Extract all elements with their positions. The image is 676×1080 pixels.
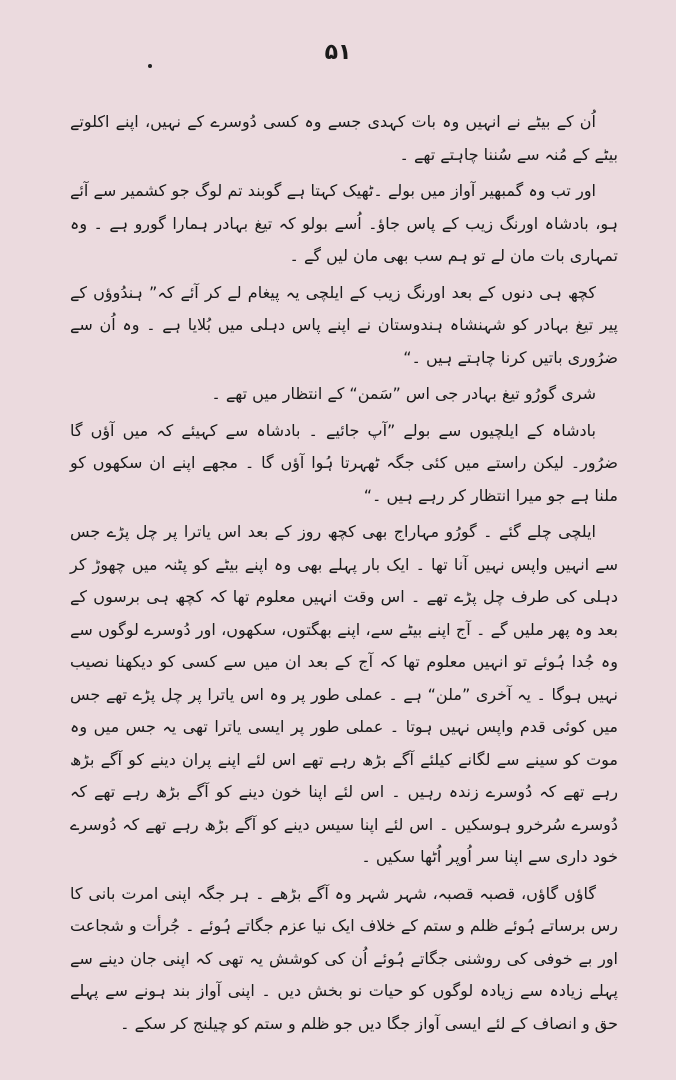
ink-dot <box>148 64 152 68</box>
paragraph: شری گورُو تیغ بہادر جی اس ”سَمن“ کے انتظار میں تھے ۔ <box>211 384 596 403</box>
page-body <box>70 106 618 1044</box>
paragraph: گاؤں گاؤں، قصبہ قصبہ، شہر شہر وہ آگے بڑھے ۔ ہر جگہ اپنی امرت بانی کا رس برساتے ہُوئے ظلم و ستم کے خلاف ایک نیا عزم جگاتے ہُوئے ۔ جُرأت و شجاعت اور بے خوفی کی روشنی جگاتے ہُوئے اُن کی کوشش یہ تھی کہ اپنی جان دینے سے پہلے زیادہ سے زیادہ لوگوں کو حیات نو بخش دیں ۔ اپنی آواز بند ہونے سے پہلے حق و انصاف کے لئے ایسی آواز جگا دیں جو ظلم و ستم کو چیلنج کر سکے ۔ <box>70 883 618 1033</box>
paragraph: اُن کے بیٹے نے انہیں وہ بات کہدی جسے وہ کسی دُوسرے کے نہیں، اپنے اکلوتے بیٹے کے مُنہ سے سُننا چاہتے تھے ۔ <box>70 112 618 164</box>
paragraph: بادشاہ کے ایلچیوں سے بولے ”آپ جائیے ۔ بادشاہ سے کہیئے کہ میں آؤں گا ضرُور۔ لیکن راستے میں کئی جگہ ٹھہرتا ہُوا آؤں گا ۔ مجھے اپنے ان سکھوں کو ملنا ہے جو میرا انتظار کر رہے ہیں ۔“ <box>70 420 618 505</box>
paragraph: ایلچی چلے گئے ۔ گورُو مہاراج بھی کچھ روز کے بعد اس یاترا پر چل پڑے جس سے انہیں واپس نہیں آنا تھا ۔ ایک بار پہلے بھی وہ اپنے بیٹے کو پٹنہ میں چھوڑ کر دہلی کی طرف چل پڑے تھے ۔ اس وقت انہیں معلوم تھا کہ کچھ ہی برسوں کے بعد وہ پھر ملیں گے ۔ آج اپنے بیٹے سے، اپنے بھگتوں، سکھوں، اور دُوسرے لوگوں سے وہ جُدا ہُوئے تو انہیں معلوم تھا کہ آج کے بعد ان میں سے کسی کو دیکھنا نصیب نہیں ہوگا ۔ یہ آخری ”ملن“ ہے ۔ عملی طور پر وہ اس یاترا پر چل پڑے تھے جس میں کوئی قدم واپس نہیں ہوتا ۔ عملی طور پر ایسی یاترا تھی یہ جس میں وہ موت کو سینے سے لگانے کیلئے آگے بڑھ رہے تھے اس لئے اپنے پران دینے کو آگے بڑھ رہے تھے کہ دُوسرے زندہ رہیں ۔ اس لئے اپنا خون دینے کو آگے بڑھ رہے تھے کہ دُوسرے سُرخرو ہوسکیں ۔ اس لئے اپنا سیس دینے کو آگے بڑھ رہے تھے کہ دُوسرے خود داری سے اپنا سر اُوپر اُٹھا سکیں ۔ <box>70 522 618 866</box>
page-number: ۵۱ <box>324 40 352 65</box>
paragraph: اور تب وہ گمبھیر آواز میں بولے ۔ٹھیک کہتا ہے گوبند تم لوگ جو کشمیر سے آئے ہو، بادشاہ اورنگ زیب کے پاس جاؤ۔ اُسے بولو کہ تیغ بہادر ہمارا گورو ہے ۔ وہ تمہاری بات مان لے تو ہم سب بھی مان لیں گے ۔ <box>70 181 618 265</box>
paragraph: کچھ ہی دنوں کے بعد اورنگ زیب کے ایلچی یہ پیغام لے کر آئے کہ” ہندُوؤں کے پیر تیغ بہادر کو شہنشاہ ہندوستان نے اپنے پاس دہلی میں بُلایا ہے ۔ وہ اُن سے ضرُوری باتیں کرنا چاہتے ہیں ۔“ <box>70 282 618 367</box>
